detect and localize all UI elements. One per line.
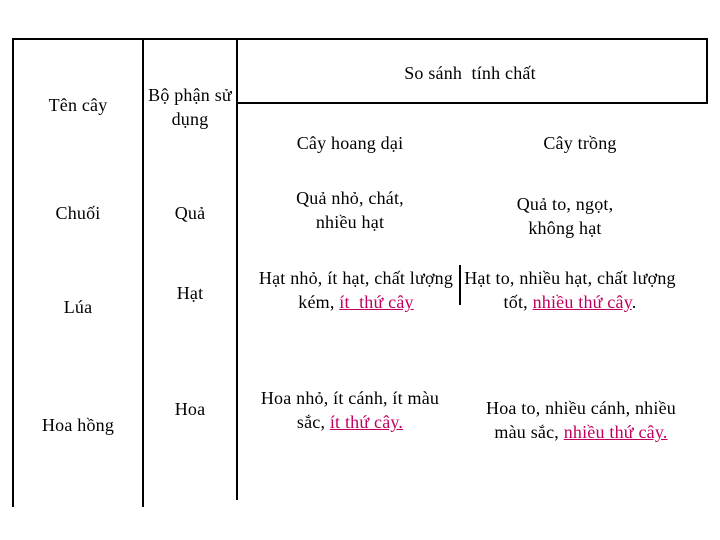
column-divider-2: [236, 38, 238, 500]
row-2-cultivated-highlight: nhiều thứ cây: [532, 292, 632, 312]
row-2-wild-highlight: ít thứ cây: [339, 292, 414, 312]
row-3-part: Hoa: [174, 399, 206, 419]
row-3-plant: Hoa hồng: [41, 415, 115, 435]
row-1-cultivated: Quả to, ngọt, không hạt: [516, 194, 614, 238]
row-2-wild-text: Hạt nhỏ, ít hạt, chất lượng kém,: [258, 268, 454, 312]
table-border-top: [12, 38, 708, 40]
row-3-cultivated-highlight: nhiều thứ cây.: [563, 422, 668, 442]
row-1-wild: Quả nhỏ, chát, nhiều hạt: [296, 188, 404, 232]
row-3-cultivated: [484, 382, 678, 458]
row-3-wild-highlight: ít thứ cây.: [329, 412, 404, 432]
row-2-cultivated: [461, 264, 679, 316]
row-1-part: Quả: [174, 203, 206, 223]
header-cultivated-plant: Cây trồng: [543, 133, 617, 153]
header-subdivider: [236, 102, 708, 104]
row-2-wild: [255, 264, 457, 316]
column-divider-1: [142, 38, 144, 507]
row-3-wild: [250, 384, 450, 436]
header-compare: So sánh tính chất: [404, 63, 536, 83]
header-plant-name: Tên cây: [48, 95, 108, 115]
row-1-plant: Chuối: [55, 203, 101, 223]
row-2-plant: Lúa: [63, 297, 93, 317]
header-used-part: Bộ phận sử dụng: [148, 85, 232, 129]
row-3-wild-text: Hoa nhỏ, ít cánh, ít màu sắc,: [260, 388, 440, 432]
row-2-cultivated-end: .: [631, 292, 637, 312]
header-wild-plant: Cây hoang dại: [296, 133, 404, 153]
table-border-right: [706, 38, 708, 104]
row-2-part: Hạt: [176, 283, 204, 303]
row-2-cultivated-text: Hạt to, nhiều hạt, chất lượng tốt,: [464, 268, 676, 312]
row-3-cultivated-text: Hoa to, nhiều cánh, nhiều màu sắc,: [486, 398, 676, 442]
